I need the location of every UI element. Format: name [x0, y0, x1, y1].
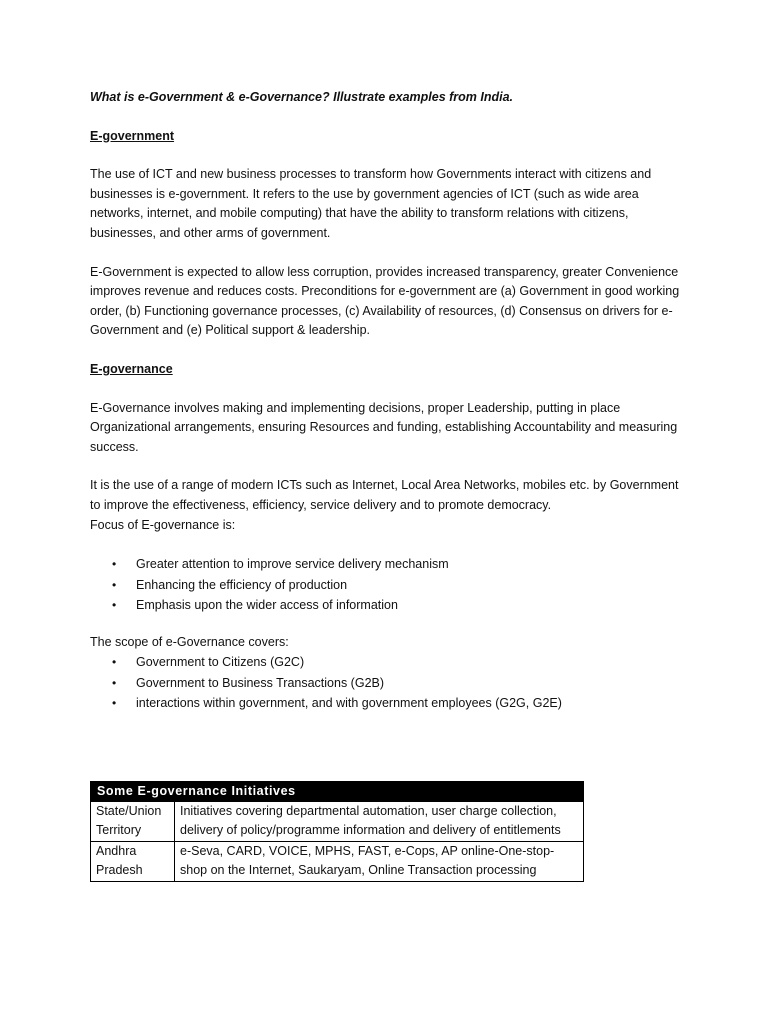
table-row	[91, 801, 584, 841]
list-item-text: Enhancing the efficiency of production	[136, 577, 348, 592]
document-page	[90, 88, 690, 882]
bullet-icon: •	[112, 696, 117, 711]
table-row	[91, 841, 584, 881]
bullet-icon: •	[112, 675, 117, 690]
table-cell-initiatives: Initiatives covering departmental automation, user charge collection, delivery of policy/programme information and delivery of entitlements	[175, 801, 584, 841]
list-item-text: interactions within government, and with government employees (G2G, G2E)	[136, 696, 562, 711]
list-item-text: Emphasis upon the wider access of information	[136, 598, 398, 613]
egovernance-heading: E-governance	[90, 361, 173, 376]
scope-label: The scope of e-Governance covers:	[90, 634, 289, 649]
table-title: Some E-governance Initiatives	[91, 781, 584, 801]
table-header-row	[91, 781, 584, 801]
list-item	[90, 575, 690, 596]
bullet-icon: •	[112, 598, 117, 613]
list-item-text: Government to Business Transactions (G2B)	[136, 675, 385, 690]
list-item	[90, 595, 690, 616]
list-item	[90, 652, 690, 673]
list-item	[90, 693, 690, 714]
focus-label: Focus of E-governance is:	[90, 517, 236, 532]
list-item	[90, 673, 690, 694]
egovernance-paragraph-2-text: It is the use of a range of modern ICTs such as Internet, Local Area Networks, mobiles etc. by Government to improve the effectiveness, efficiency, service delivery and to promote democracy.	[90, 478, 679, 512]
spacer	[90, 731, 690, 781]
list-item-text: Government to Citizens (G2C)	[136, 655, 305, 670]
egov-paragraph-1: The use of ICT and new business processes to transform how Governments interact with citizens and businesses is e-government. It refers to the use by government agencies of ICT (such as wide area networks, internet, and mobile computing) that have the ability to transform relations with citizens, businesses, and other arms of government.	[90, 167, 652, 240]
table-cell-initiatives: e-Seva, CARD, VOICE, MPHS, FAST, e-Cops, AP online-One-stop-shop on the Internet, Saukaryam, Online Transaction processing	[175, 841, 584, 881]
initiatives-table	[90, 781, 584, 882]
bullet-icon: •	[112, 557, 117, 572]
egovernance-paragraph-1: E-Governance involves making and implementing decisions, proper Leadership, putting in place Organizational arrangements, ensuring Resources and funding, establishing Accountability and measuring success.	[90, 400, 678, 454]
list-item	[90, 554, 690, 575]
table-cell-state: Andhra Pradesh	[91, 841, 175, 881]
egovernance-paragraph-2	[90, 476, 690, 535]
egov-paragraph-2: E-Government is expected to allow less corruption, provides increased transparency, greater Convenience improves revenue and reduces costs. Preconditions for e-government are (a) Government in good working order, (b) Functioning governance processes, (c) Availability of resources, (d) Consensus on drivers for e-Government and (e) Political support & leadership.	[90, 264, 680, 338]
table-cell-state: State/Union Territory	[91, 801, 175, 841]
bullet-icon: •	[112, 655, 117, 670]
bullet-icon: •	[112, 577, 117, 592]
question-title: What is e-Government & e-Governance? Illustrate examples from India.	[90, 90, 514, 104]
egov-heading: E-government	[90, 128, 175, 143]
list-item-text: Greater attention to improve service delivery mechanism	[136, 557, 449, 572]
focus-list	[90, 554, 690, 616]
scope-list	[90, 652, 690, 714]
